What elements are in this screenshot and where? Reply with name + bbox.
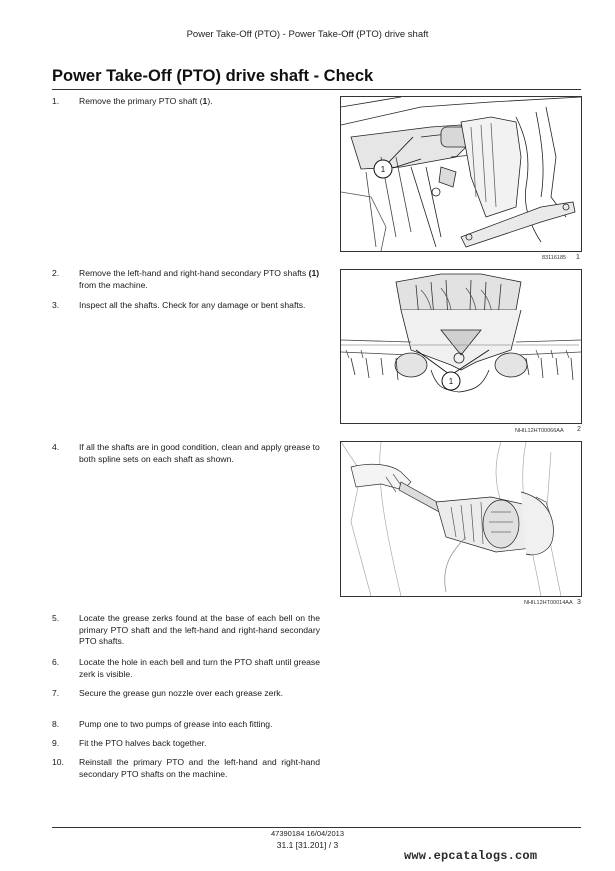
figure-1-illustration (341, 97, 581, 251)
step-number: 1. (52, 96, 60, 106)
step-text: If all the shafts are in good condition, clean and apply grease to both spline sets on each shaft as shown. (79, 442, 320, 464)
step-number: 4. (52, 442, 60, 452)
step-number: 9. (52, 738, 60, 748)
step-number: 5. (52, 613, 60, 623)
step-9 (52, 738, 320, 750)
step-text-part: ). (207, 96, 213, 106)
step-number: 8. (52, 719, 60, 729)
figure-2-illustration (341, 270, 581, 423)
footer-page-reference: 31.1 [31.201] / 3 (276, 840, 339, 850)
figure-1-primary-pto-shaft (340, 96, 582, 252)
step-number: 10. (52, 757, 64, 767)
step-number: 2. (52, 268, 60, 278)
callout-label: 1 (380, 165, 386, 174)
figure-3-illustration (341, 442, 581, 596)
page-title: Power Take-Off (PTO) drive shaft - Check (52, 67, 374, 85)
step-text: Locate the hole in each bell and turn the PTO shaft until grease zerk is visible. (79, 657, 320, 679)
figure-2-number: 2 (577, 426, 581, 433)
step-text-part: from the machine. (79, 279, 148, 290)
step-7 (52, 688, 320, 700)
footer-document-reference: 47390184 16/04/2013 (271, 829, 344, 838)
step-text: Fit the PTO halves back together. (79, 738, 207, 748)
step-text-part: Remove the primary PTO shaft ( (79, 96, 203, 106)
step-callout-ref: 1 (202, 96, 208, 106)
step-text: Inspect all the shafts. Check for any damage or bent shafts. (79, 300, 306, 310)
step-number: 3. (52, 300, 60, 310)
step-text: Locate the grease zerks found at the base of each bell on the primary PTO shaft and the left-hand and right-hand secondary PTO shafts. (79, 613, 320, 646)
figure-2-code: NHIL12HT00066AA (515, 428, 564, 434)
watermark: www.epcatalogs.com (404, 849, 538, 863)
step-text: Pump one to two pumps of grease into each fitting. (79, 719, 273, 729)
step-4 (52, 442, 320, 465)
step-text: Secure the grease gun nozzle over each grease zerk. (79, 688, 283, 698)
step-text-part: Remove the left-hand and right-hand secondary PTO shafts (79, 268, 309, 278)
step-text: Reinstall the primary PTO and the left-hand and right-hand secondary PTO shafts on the machine. (79, 757, 320, 779)
title-divider (52, 89, 581, 90)
step-number: 6. (52, 657, 60, 667)
figure-1-code: 83116185 (542, 255, 567, 261)
step-6 (52, 657, 320, 680)
step-2 (52, 268, 320, 291)
figure-2-secondary-pto-shafts (340, 269, 582, 424)
step-text (79, 96, 320, 108)
callout-label: 1 (448, 377, 454, 386)
footer-divider (52, 827, 581, 828)
step-callout-ref: (1) (308, 268, 320, 278)
figure-3-code: NHIL12HT00014AA (524, 600, 573, 606)
figure-1-number: 1 (576, 254, 580, 261)
running-header: Power Take-Off (PTO) - Power Take-Off (PTO) drive shaft (186, 29, 429, 40)
figure-3-greasing-splines (340, 441, 582, 597)
step-number: 7. (52, 688, 60, 698)
step-10 (52, 757, 320, 780)
step-5 (52, 613, 320, 648)
step-text (79, 268, 320, 291)
step-1 (52, 96, 320, 108)
figure-3-number: 3 (577, 599, 581, 606)
step-8 (52, 719, 320, 731)
step-3 (52, 300, 320, 312)
